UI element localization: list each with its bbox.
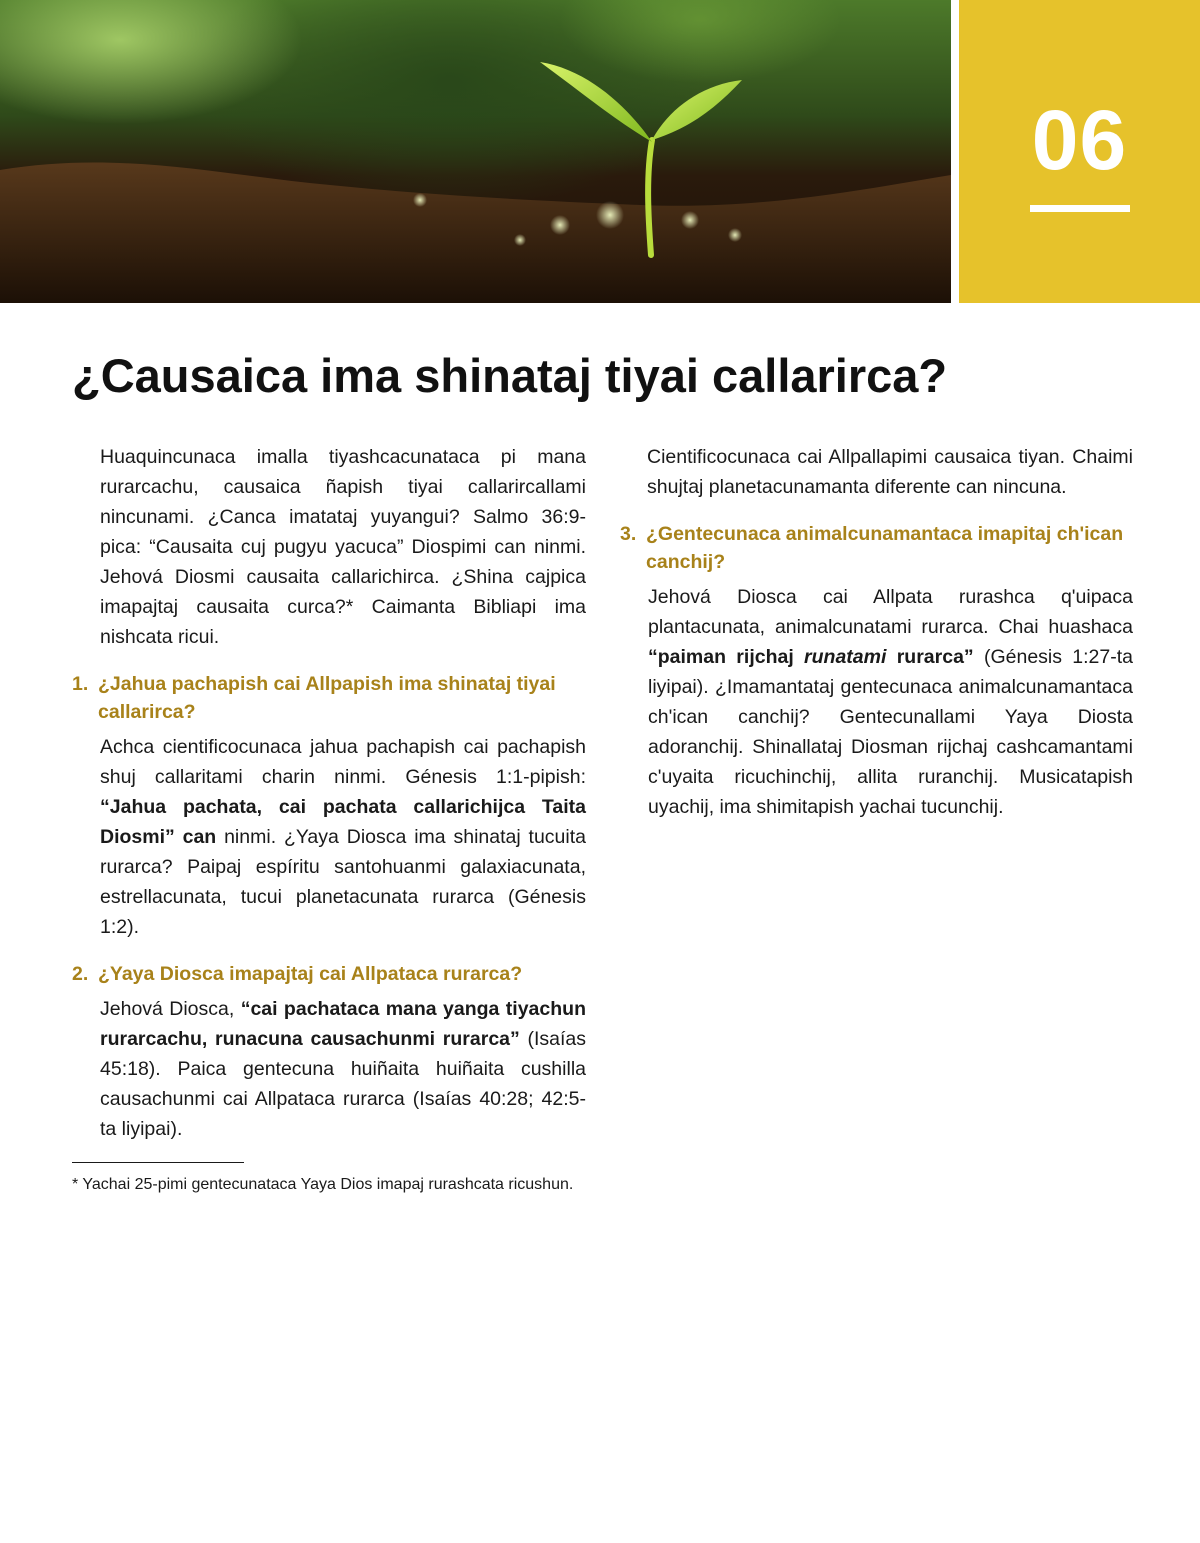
question-number: 2. <box>72 963 89 985</box>
question-text: ¿Jahua pachapish cai Allpapish ima shinataj tiyai callarirca? <box>98 673 556 723</box>
continued-paragraph: Cientificocunaca cai Allpallapimi causaica tiyan. Chaimi shujtaj planetacunamanta diferente can nincuna. <box>647 446 1133 498</box>
answer-text: ninmi. ¿Yaya Diosca ima shinataj tucuita rurarca? Paipaj espíritu santohuanmi galaxiacunata, estrellacunata, tucui planetacunata rurarca (Génesis 1:2). <box>100 826 586 938</box>
question-1-heading <box>72 670 586 726</box>
chapter-number: 06 <box>1031 93 1128 187</box>
chapter-underline <box>1030 205 1130 212</box>
question-number: 3. <box>620 523 637 545</box>
answer-text: Jehová Diosca, <box>100 998 241 1020</box>
seedling-illustration <box>0 0 951 303</box>
question-3-heading <box>620 520 1133 576</box>
scripture-quote: “Jahua pachata, cai pachata callarichijca Taita Diosmi” can <box>100 796 586 848</box>
question-1-answer <box>100 732 586 942</box>
answer-text: Jehová Diosca cai Allpata rurashca q'uipaca plantacunata, animalcunatami rurarca. Chai huashaca <box>648 586 1133 638</box>
footnote-divider <box>72 1162 244 1163</box>
scripture-quote: “paiman rijchaj runatami rurarca” <box>648 646 974 668</box>
answer-text: (Isaías 45:18). Paica gentecuna huiñaita huiñaita cushilla causachunmi cai Allpataca rurarca (Isaías 40:28; 42:5-ta liyipai). <box>100 1028 586 1140</box>
question-3-answer <box>648 582 1133 822</box>
page-title: ¿Causaica ima shinataj tiyai callarirca? <box>72 349 948 402</box>
chapter-badge <box>959 0 1200 303</box>
question-number: 1. <box>72 673 89 695</box>
question-text: ¿Yaya Diosca imapajtaj cai Allpataca rurarca? <box>98 963 523 985</box>
scripture-quote: “cai pachataca mana yanga tiyachun rurarcachu, runacuna causachunmi rurarca” <box>100 998 586 1050</box>
intro-paragraph: Huaquincunaca imalla tiyashcacunataca pi mana rurarcachu, causaica ñapish tiyai callarircallami nincunami. ¿Canca imatataj yuyangui? Salmo 36:9-pica: “Causaita cuj pugyu yacuca” Diospimi can ninmi. Jehová Diosmi causaita callarichirca. ¿Shina cajpica imapajtaj causaita curca?* Caimanta Bibliapi ima nishcata ricui. <box>100 446 586 648</box>
column-right <box>620 442 1133 840</box>
question-text: ¿Gentecunaca animalcunamantaca imapitaj ch'ican canchij? <box>646 523 1124 573</box>
question-2-answer <box>100 994 586 1144</box>
answer-text: Achca cientificocunaca jahua pachapish cai pachapish shuj callaritami charin ninmi. Génesis 1:1-pipish: <box>100 736 586 788</box>
footnote: * Yachai 25-pimi gentecunataca Yaya Dios imapaj rurashcata ricushun. <box>72 1176 574 1193</box>
column-left <box>72 442 586 1162</box>
hero-image <box>0 0 951 303</box>
answer-text: (Génesis 1:27-ta liyipai). ¿Imamantataj gentecunaca animalcunamantaca ch'ican canchij? Gentecunallami Yaya Diosta adoranchij. Shinallataj Diosman rijchaj cashcamantami c'uyaita ricuchinchij, allita ruranchij. Musicatapish uyachij, ima shimitapish yachai tucunchij. <box>648 646 1133 818</box>
question-2-heading <box>72 960 586 988</box>
